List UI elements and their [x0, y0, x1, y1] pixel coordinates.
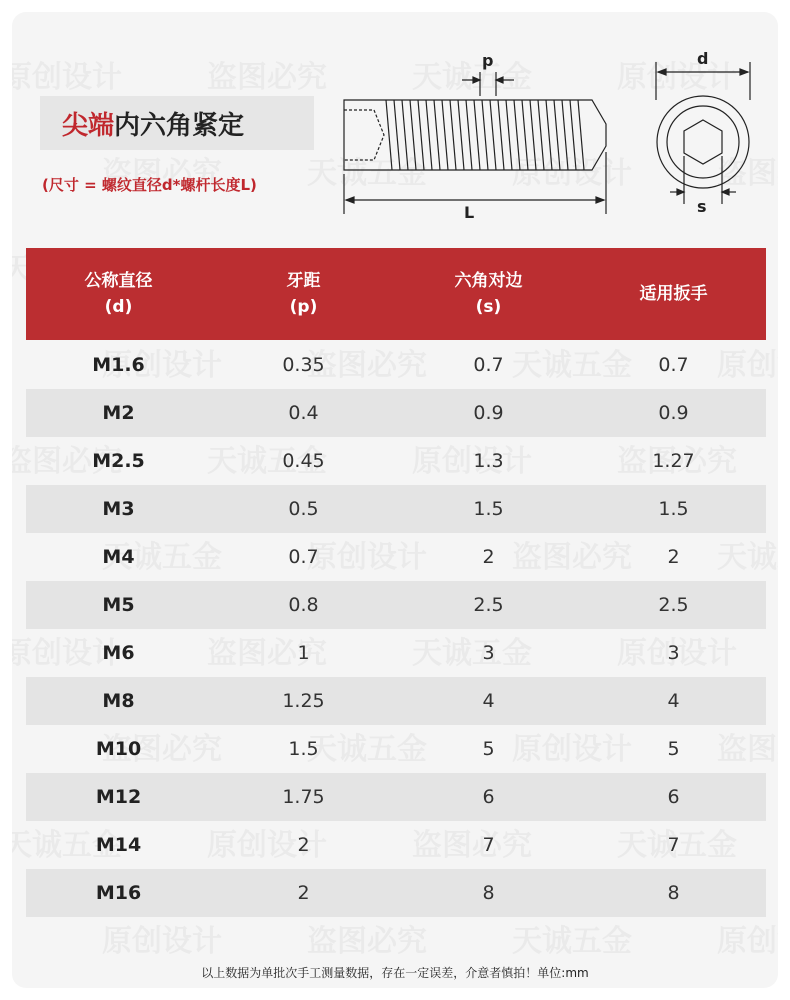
pitch-label: p — [482, 51, 494, 70]
watermark-text — [307, 916, 427, 960]
table-row — [26, 629, 766, 677]
watermark-text — [717, 916, 778, 960]
spec-sheet — [12, 12, 778, 988]
table-row — [26, 869, 766, 917]
table-cell: 1.3 — [473, 450, 504, 472]
header-pitch: 牙距 (p) — [286, 271, 321, 317]
table-cell: 1.5 — [658, 498, 689, 520]
screw-side-diagram — [322, 42, 622, 222]
table-cell: 3 — [482, 642, 495, 664]
title-highlight: 尖端 — [62, 110, 115, 141]
watermark-text — [12, 52, 122, 96]
table-cell: 1.27 — [652, 450, 695, 472]
table-row — [26, 725, 766, 773]
table-cell: 2.5 — [658, 594, 689, 616]
table-cell: 3 — [667, 642, 680, 664]
table-row — [26, 437, 766, 485]
table-row — [26, 677, 766, 725]
table-cell: M12 — [95, 786, 142, 808]
table-cell: 1.5 — [473, 498, 504, 520]
product-title — [40, 96, 314, 150]
table-cell: M14 — [95, 834, 142, 856]
table-cell: M10 — [95, 738, 142, 760]
table-cell: 0.7 — [288, 546, 319, 568]
table-cell: M2 — [102, 402, 135, 424]
table-row — [26, 341, 766, 389]
table-row — [26, 821, 766, 869]
table-cell: M16 — [95, 882, 142, 904]
table-cell: 7 — [482, 834, 495, 856]
table-cell: 0.9 — [473, 402, 504, 424]
watermark-text — [512, 916, 632, 960]
table-cell: 2 — [667, 546, 680, 568]
table-row — [26, 533, 766, 581]
table-cell: 8 — [482, 882, 495, 904]
table-row — [26, 389, 766, 437]
table-cell: M5 — [102, 594, 135, 616]
header-wrench-size: 适用扳手 — [639, 284, 708, 304]
table-cell: 4 — [667, 690, 680, 712]
table-cell: 0.7 — [473, 354, 504, 376]
table-cell: 0.45 — [282, 450, 325, 472]
screw-end-view-diagram — [642, 42, 772, 222]
table-cell: 8 — [667, 882, 680, 904]
table-cell: 0.5 — [288, 498, 319, 520]
table-cell: 0.4 — [288, 402, 319, 424]
size-formula-note: (尺寸 = 螺纹直径d*螺杆长度L) — [42, 176, 257, 194]
diameter-label: d — [697, 49, 709, 68]
watermark-text — [207, 52, 327, 96]
table-cell: 0.9 — [658, 402, 689, 424]
header-nominal-diameter: 公称直径 (d) — [84, 271, 153, 317]
measurement-disclaimer: 以上数据为单批次手工测量数据，存在一定误差，介意者慎拍！单位:mm — [201, 966, 589, 980]
table-row — [26, 773, 766, 821]
length-label: L — [464, 203, 475, 222]
title-main: 内六角紧定 — [114, 110, 245, 141]
table-cell: 1 — [297, 642, 310, 664]
table-cell: 4 — [482, 690, 495, 712]
spec-table-body — [26, 341, 766, 917]
table-cell: 1.25 — [282, 690, 325, 712]
table-cell: M2.5 — [92, 450, 145, 472]
header-hex-across-flats: 六角对边 (s) — [454, 271, 523, 317]
table-cell: 1.75 — [282, 786, 325, 808]
table-cell: M4 — [102, 546, 135, 568]
table-cell: 0.7 — [658, 354, 689, 376]
table-cell: 7 — [667, 834, 680, 856]
table-cell: 2 — [482, 546, 495, 568]
table-cell: 0.35 — [282, 354, 325, 376]
table-row — [26, 581, 766, 629]
table-row — [26, 485, 766, 533]
table-cell: 6 — [482, 786, 495, 808]
table-cell: 2.5 — [473, 594, 504, 616]
table-cell: 6 — [667, 786, 680, 808]
table-cell: M3 — [102, 498, 135, 520]
watermark-text — [102, 916, 222, 960]
table-cell: 0.8 — [288, 594, 319, 616]
table-cell: M1.6 — [92, 354, 145, 376]
table-cell: M8 — [102, 690, 135, 712]
table-cell: 5 — [482, 738, 495, 760]
table-cell: 1.5 — [288, 738, 319, 760]
table-cell: 2 — [297, 834, 310, 856]
table-cell: M6 — [102, 642, 135, 664]
table-cell: 5 — [667, 738, 680, 760]
table-cell: 2 — [297, 882, 310, 904]
spec-table-header — [26, 248, 766, 340]
hex-size-label: s — [697, 197, 707, 216]
